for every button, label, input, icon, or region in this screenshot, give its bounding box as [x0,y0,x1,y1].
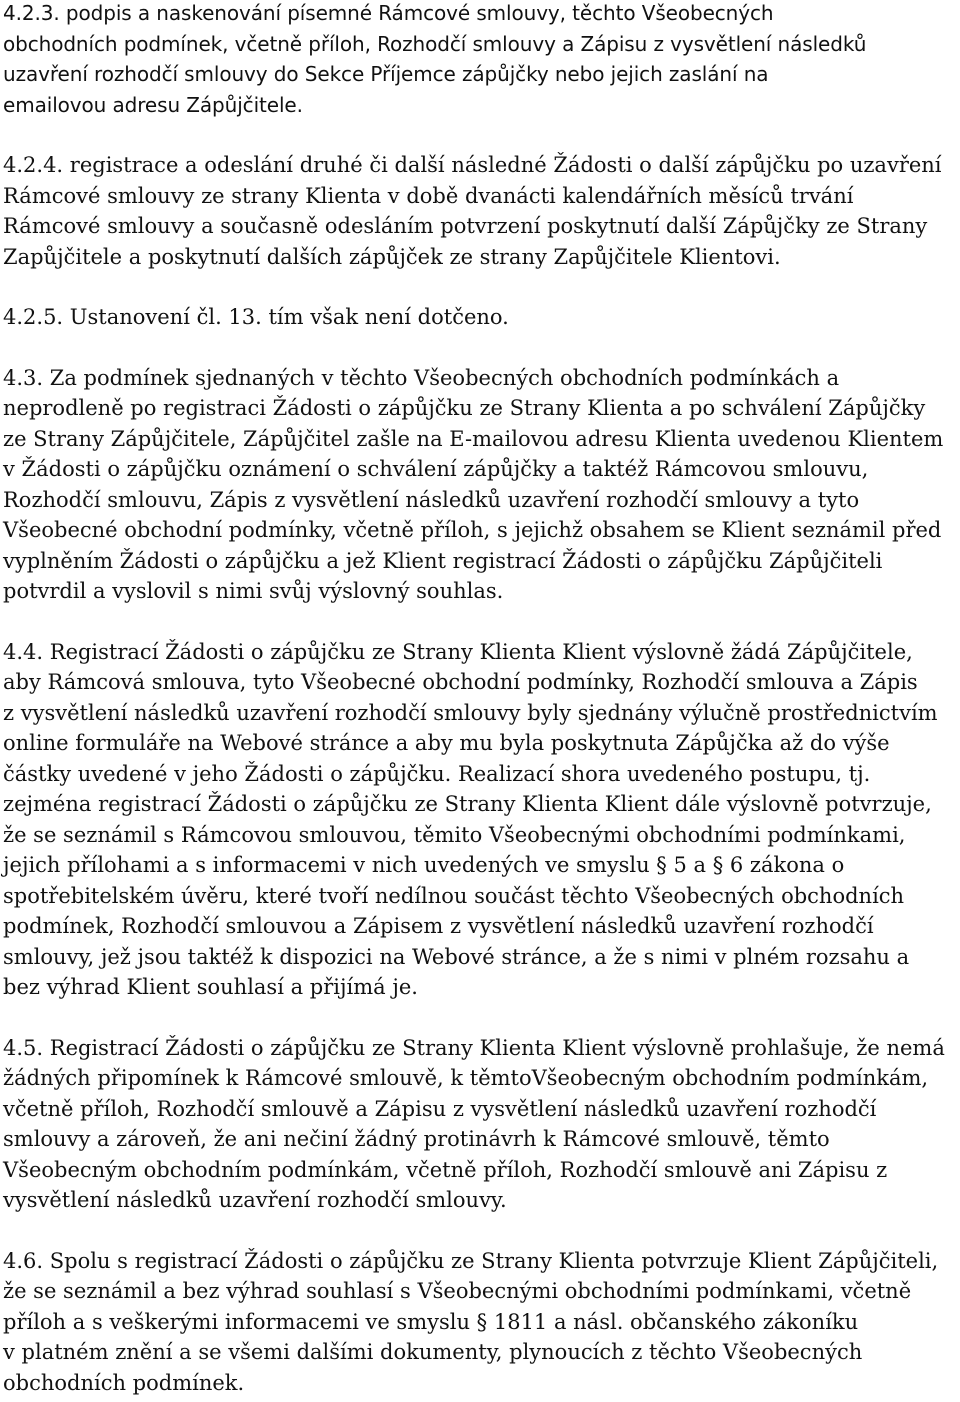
clause-text: Registrací Žádosti o zápůjčku ze Strany Klienta Klient výslovně prohlašuje, že nemá žádných připomínek k Rámcové smlouvě, k těmtoVšeobecným obchodním podmínkám, včetně příloh, Rozhodčí smlouvě a Zápisu z vysvětlení následků uzavření rozhodčí smlouvy a zároveň, že ani nečiní žádný protinávrh k Rámcové smlouvě, těmto Všeobecným obchodním podmínkám, včetně příloh, Rozhodčí smlouvě ani Zápisu z vysvětlení následků uzavření rozhodčí smlouvy. [3,1035,945,1212]
clause-4-4 [3,637,959,1003]
paragraph-gap [3,272,959,302]
clause-4-5 [3,1033,959,1216]
clause-4-2-4 [3,150,959,272]
paragraph-gap [3,333,959,363]
clause-4-6 [3,1246,959,1399]
clause-number: 4.6. [3,1248,44,1273]
paragraph-gap [3,1003,959,1033]
clause-text: Ustanovení čl. 13. tím však není dotčeno. [63,305,509,329]
clause-number: 4.3. [3,365,44,390]
clause-number: 4.2.5. [3,305,64,329]
clause-number: 4.5. [3,1035,44,1060]
paragraph-gap [3,1216,959,1246]
clause-4-3 [3,363,959,607]
clause-number: 4.4. [3,639,44,664]
clause-text: Registrací Žádosti o zápůjčku ze Strany Klienta Klient výslovně žádá Zápůjčitele, aby Rámcová smlouva, tyto Všeobecné obchodní podmínky, Rozhodčí smlouva a Zápis z vysvětlení následků uzavření rozhodčí smlouvy byly sjednány výlučně prostřednictvím online formuláře na Webové stránce a aby mu byla poskytnuta Zápůjčka až do výše částky uvedené v jeho Žádosti o zápůjčku. Realizací shora uvedeného postupu, tj. zejména registrací Žádosti o zápůjčku ze Strany Klienta Klient dále výslovně potvrzuje, že se seznámil s Rámcovou smlouvou, těmito Všeobecnými obchodními podmínkami, jejich přílohami a s informacemi v nich uvedených ve smyslu § 5 a § 6 zákona o spotřebitelském úvěru, které tvoří nedílnou součást těchto Všeobecných obchodních podmínek, Rozhodčí smlouvou a Zápisem z vysvětlení následků uzavření rozhodčí smlouvy, jež jsou taktéž k dispozici na Webové stránce, a že s nimi v plném rozsahu a bez výhrad Klient souhlasí a přijímá je. [3,639,938,999]
clause-text: podpis a naskenování písemné Rámcové smlouvy, těchto Všeobecných obchodních podmínek, včetně příloh, Rozhodčí smlouvy a Zápisu z vysvětlení následků uzavření rozhodčí smlouvy do Sekce Příjemce zápůjčky nebo jejich zaslání na emailovou adresu Zápůjčitele. [3,1,867,117]
document-page [3,0,959,1398]
clause-text: Spolu s registrací Žádosti o zápůjčku ze Strany Klienta potvrzuje Klient Zápůjčiteli, že se seznámil a bez výhrad souhlasí s Všeobecnými obchodními podmínkami, včetně příloh a s veškerými informacemi ve smyslu § 1811 a násl. občanského zákoníku v platném znění a se všemi dalšími dokumenty, plynoucích z těchto Všeobecných obchodních podmínek. [3,1248,939,1395]
clause-number: 4.2.3. [3,1,60,25]
paragraph-gap [3,607,959,637]
clause-number: 4.2.4. [3,153,64,177]
clause-4-2-5 [3,302,959,333]
clause-text: registrace a odeslání druhé či další následné Žádosti o další zápůjčku po uzavření Rámcové smlouvy ze strany Klienta v době dvanácti kalendářních měsíců trvání Rámcové smlouvy a současně odesláním potvrzení poskytnutí další Zápůjčky ze Strany Zapůjčitele a poskytnutí dalších zápůjček ze strany Zapůjčitele Klientovi. [3,153,942,269]
clause-text: Za podmínek sjednaných v těchto Všeobecných obchodních podmínkách a neprodleně po registraci Žádosti o zápůjčku ze Strany Klienta a po schválení Zápůjčky ze Strany Zápůjčitele, Zápůjčitel zašle na E-mailovou adresu Klienta uvedenou Klientem v Žádosti o zápůjčku oznámení o schválení zápůjčky a taktéž Rámcovou smlouvu, Rozhodčí smlouvu, Zápis z vysvětlení následků uzavření rozhodčí smlouvy a tyto Všeobecné obchodní podmínky, včetně příloh, s jejichž obsahem se Klient seznámil před vyplněním Žádosti o zápůjčku a jež Klient registrací Žádosti o zápůjčku Zápůjčiteli potvrdil a vyslovil s nimi svůj výslovný souhlas. [3,365,944,603]
paragraph-gap [3,120,959,150]
clause-4-2-3 [3,0,959,120]
